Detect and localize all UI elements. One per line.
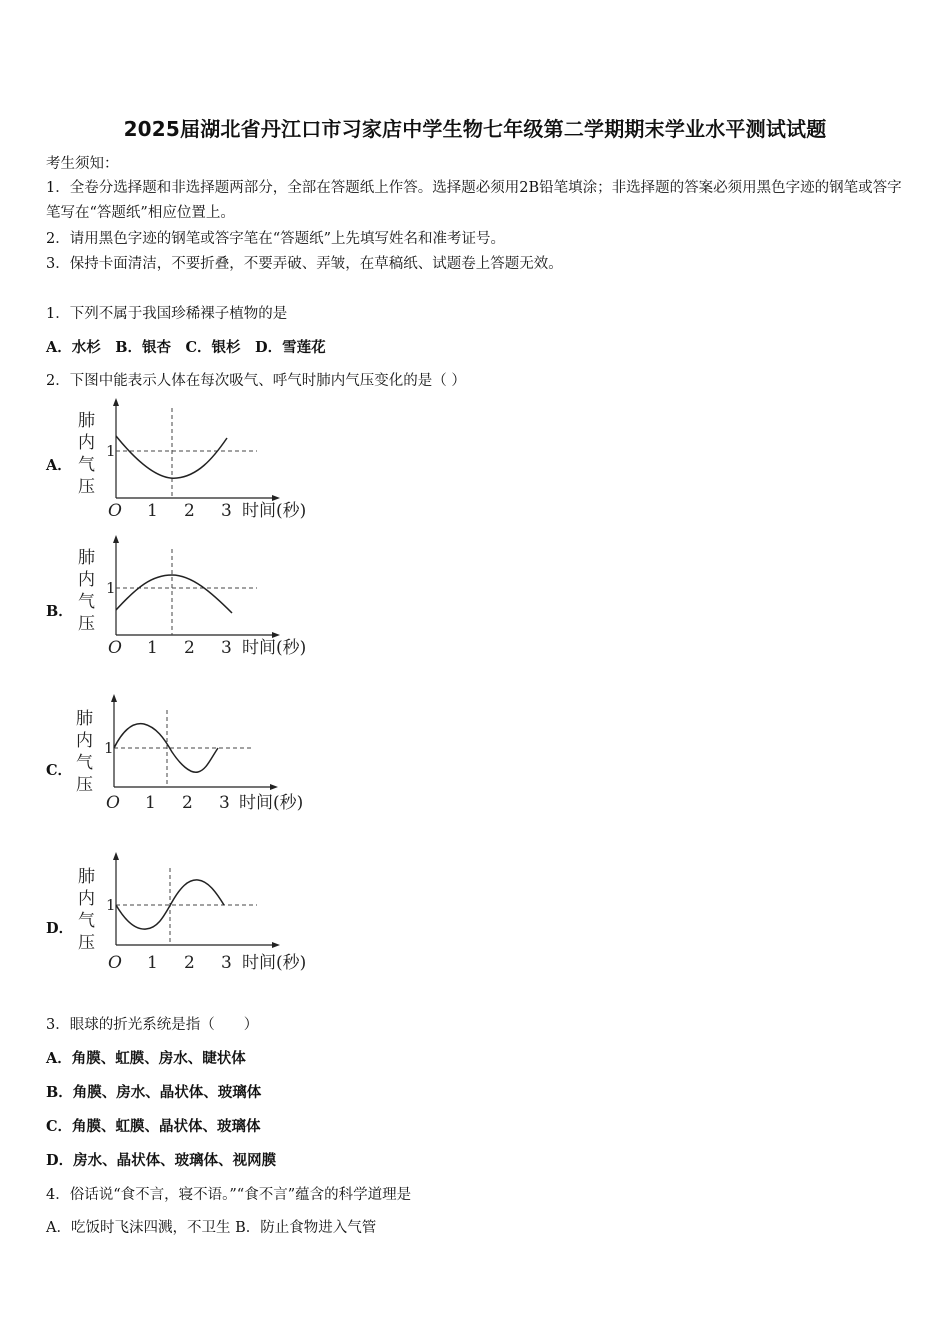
graph-a-xlabel: 时间(秒) [242,501,307,521]
q4-stem: 4．俗话说“食不言，寝不语。”“食不言”蕴含的科学道理是 [46,1187,412,1203]
graph-a-tick-3: 3 [221,501,232,521]
notice-heading: 考生须知： [46,156,119,172]
graph-b-curve [116,575,232,613]
graph-b-tick-2: 2 [184,638,195,658]
graph-a-ylabel-4: 压 [78,477,95,497]
q2-option-b-label: B． [46,603,73,620]
q2-stem: 2．下图中能表示人体在每次吸气、呼气时肺内气压变化的是（ ） [46,373,466,389]
graph-a-ylabel-3: 气 [78,455,95,475]
graph-b-tick-1: 1 [147,638,158,658]
graph-d-ylabel-3: 气 [78,911,95,931]
graph-b-xlabel: 时间(秒) [242,638,307,658]
q3-option-d: D．房水、晶状体、玻璃体、视网膜 [46,1152,277,1169]
q1-options: A．水杉 B．银杏 C．银杉 D．雪莲花 [46,339,326,356]
graph-d-xlabel: 时间(秒) [242,953,307,973]
q4-options-line: A．吃饭时飞沫四溅，不卫生 B．防止食物进入气管 [46,1220,377,1236]
graph-d-ytick: 1 [106,896,116,914]
graph-d-tick-2: 2 [184,953,195,973]
graph-a-ytick: 1 [106,442,116,460]
graph-c-origin: O [106,793,120,813]
graph-c-xlabel: 时间(秒) [239,793,304,813]
graph-a-tick-2: 2 [184,501,195,521]
graph-b-ytick: 1 [106,579,116,597]
graph-a-tick-1: 1 [147,501,158,521]
graph-a-origin: O [108,501,122,521]
q2-graph-d [72,852,332,976]
q2-graph-b [72,535,332,659]
graph-c-ytick: 1 [104,739,114,757]
notice-item-2: 2．请用黑色字迹的钢笔或答字笔在“答题纸”上先填写姓名和准考证号。 [46,231,506,247]
q2-option-d-label: D． [46,920,74,937]
graph-d-tick-3: 3 [221,953,232,973]
graph-d-tick-1: 1 [147,953,158,973]
graph-c-tick-1: 1 [145,793,156,813]
graph-c-ylabel-2: 内 [76,731,93,751]
graph-a-ylabel-2: 内 [78,433,95,453]
notice-item-3: 3．保持卡面清洁，不要折叠，不要弄破、弄皱，在草稿纸、试题卷上答题无效。 [46,256,563,272]
q2-graph-c [72,694,332,818]
graph-b-origin: O [108,638,122,658]
graph-c-ylabel-3: 气 [76,753,93,773]
graph-c-ylabel-1: 肺 [76,709,93,729]
graph-a-ylabel-1: 肺 [78,411,95,431]
graph-b-tick-3: 3 [221,638,232,658]
page-title: 2025届湖北省丹江口市习家店中学生物七年级第二学期期末学业水平测试试题 [123,117,827,141]
graph-b-ylabel-2: 内 [78,570,95,590]
notice-item-1: 1．全卷分选择题和非选择题两部分，全部在答题纸上作答。选择题必须用2B铅笔填涂；非选择题的答案必须用黑色字迹的钢笔或答字笔写在“答题纸”相应位置上。 [46,180,902,221]
graph-b-ylabel-1: 肺 [78,548,95,568]
graph-d-ylabel-2: 内 [78,889,95,909]
q1-stem: 1．下列不属于我国珍稀裸子植物的是 [46,306,288,322]
graph-c-ylabel-4: 压 [76,775,93,795]
graph-c-tick-2: 2 [182,793,193,813]
q2-graph-a [72,398,332,522]
graph-c-tick-3: 3 [219,793,230,813]
graph-d-ylabel-4: 压 [78,933,95,953]
graph-d-ylabel-1: 肺 [78,867,95,887]
q3-option-c: C．角膜、虹膜、晶状体、玻璃体 [46,1118,261,1135]
graph-b-ylabel-3: 气 [78,592,95,612]
q2-option-a-label: A． [46,457,72,474]
graph-b-ylabel-4: 压 [78,614,95,634]
q3-option-a: A．角膜、虹膜、房水、睫状体 [46,1050,246,1067]
q3-stem: 3．眼球的折光系统是指（ ） [46,1017,259,1033]
q3-option-b: B．角膜、房水、晶状体、玻璃体 [46,1084,262,1101]
q2-option-c-label: C． [46,762,73,779]
graph-d-origin: O [108,953,122,973]
